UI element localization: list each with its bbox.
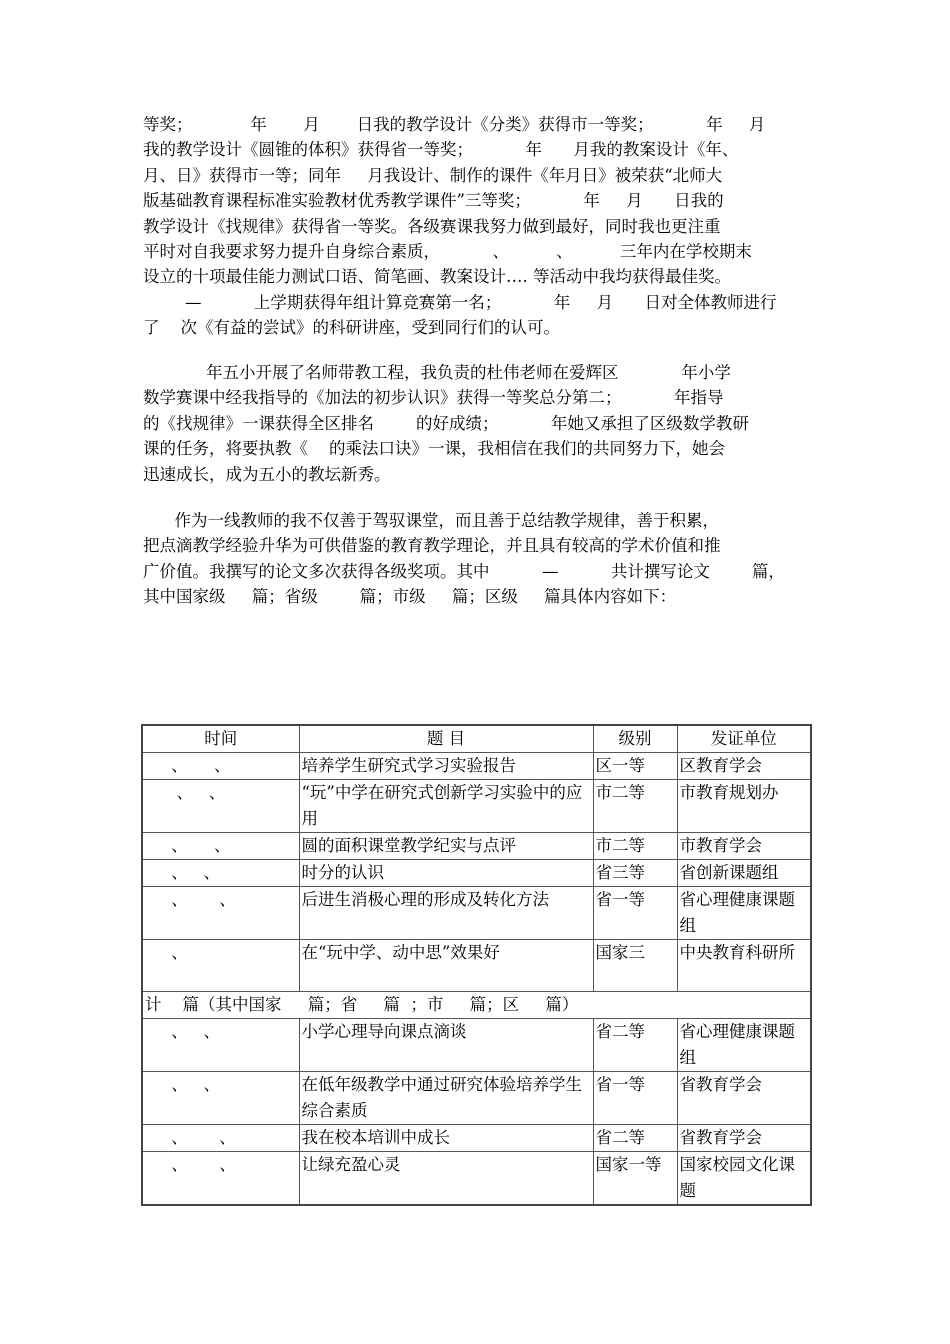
text-line: 等奖； 年 月 日我的教学设计《分类》获得市一等奖； 年 月 xyxy=(143,115,766,134)
title-cell: 在低年级教学中通过研究体验培养学生综合素质 xyxy=(299,1072,593,1125)
level-cell: 省二等 xyxy=(593,1019,677,1072)
time-cell: 、 、 xyxy=(142,860,299,887)
paragraph-mentoring xyxy=(143,360,813,487)
time-cell: 、 、 xyxy=(142,780,299,833)
header-title: 题 目 xyxy=(299,725,593,753)
title-cell: 让绿充盈心灵 xyxy=(299,1152,593,1206)
org-cell: 省教育学会 xyxy=(677,1125,811,1152)
text-line: 设立的十项最佳能力测试口语、简笔画、教案设计…. 等活动中我均获得最佳奖。 xyxy=(143,267,731,287)
paragraph-awards xyxy=(143,112,813,341)
title-cell: “玩”中学在研究式创新学习实验中的应用 xyxy=(299,780,593,833)
title-cell: 后进生消极心理的形成及转化方法 xyxy=(299,887,593,940)
level-cell: 省一等 xyxy=(593,1072,677,1125)
time-cell: 、 xyxy=(142,940,299,992)
org-cell: 省教育学会 xyxy=(677,1072,811,1125)
org-cell: 国家校园文化课题 xyxy=(677,1152,811,1206)
text-line: 版基础教育课程标准实验教材优秀教学课件”三等奖； 年 月 日我的 xyxy=(143,191,724,211)
level-cell: 市二等 xyxy=(593,780,677,833)
text-line: 了 次《有益的尝试》的科研讲座，受到同行们的认可。 xyxy=(143,318,560,338)
table-row xyxy=(142,860,811,887)
header-time: 时间 xyxy=(142,725,299,753)
table-header-row xyxy=(142,725,811,753)
text-line: 迅速成长，成为五小的教坛新秀。 xyxy=(143,464,391,484)
level-cell: 国家三 xyxy=(593,940,677,992)
org-cell: 市教育学会 xyxy=(677,833,811,860)
text-line: 月、日》获得市一等；同年 月我设计、制作的课件《年月日》被荣获“北师大 xyxy=(143,165,723,185)
text-line: 其中国家级 篇；省级 篇；市级 篇；区级 篇具体内容如下： xyxy=(143,587,677,607)
level-cell: 市二等 xyxy=(593,833,677,860)
org-cell: 区教育学会 xyxy=(677,753,811,780)
header-org: 发证单位 xyxy=(677,725,811,753)
text-line: — 上学期获得年组计算竞赛第一名； 年 月 日对全体教师进行 xyxy=(143,292,777,312)
title-cell: 小学心理导向课点滴谈 xyxy=(299,1019,593,1072)
text-line: 平时对自我要求努力提升自身综合素质， 、 、 三年内在学校期末 xyxy=(143,241,752,261)
table-row xyxy=(142,833,811,860)
table-row xyxy=(142,1125,811,1152)
table-row xyxy=(142,1072,811,1125)
table-row xyxy=(142,887,811,940)
title-cell: 时分的认识 xyxy=(299,860,593,887)
title-cell: 培养学生研究式学习实验报告 xyxy=(299,753,593,780)
time-cell: 、 、 xyxy=(142,1072,299,1125)
org-cell: 省心理健康课题组 xyxy=(677,887,811,940)
summary-row xyxy=(142,992,811,1019)
org-cell: 省心理健康课题组 xyxy=(677,1019,811,1072)
text-line: 广价值。我撰写的论文多次获得各级奖项。其中 — 共计撰写论文 篇， xyxy=(143,561,785,581)
level-cell: 省一等 xyxy=(593,887,677,940)
text-line: 数学赛课中经我指导的《加法的初步认识》获得一等奖总分第二； 年指导 xyxy=(143,388,724,408)
paragraph-papers xyxy=(143,508,813,610)
text-line: 我的教学设计《圆锥的体积》获得省一等奖； 年 月我的教案设计《年、 xyxy=(143,140,739,160)
text-line: 作为一线教师的我不仅善于驾驭课堂，而且善于总结教学规律，善于积累， xyxy=(143,511,719,530)
text-line: 年五小开展了名师带教工程，我负责的杜伟老师在爱辉区 年小学 xyxy=(143,363,731,382)
text-line: 教学设计《找规律》获得省一等奖。各级赛课我努力做到最好，同时我也更注重 xyxy=(143,216,721,236)
time-cell: 、 、 xyxy=(142,887,299,940)
table-row xyxy=(142,1152,811,1206)
time-cell: 、 、 xyxy=(142,833,299,860)
level-cell: 省三等 xyxy=(593,860,677,887)
title-cell: 在“玩中学、动中思”效果好 xyxy=(299,940,593,992)
title-cell: 圆的面积课堂教学纪实与点评 xyxy=(299,833,593,860)
summary-cell: 计 篇（其中国家 篇；省 篇 ；市 篇；区 篇） xyxy=(142,992,811,1019)
table-row xyxy=(142,780,811,833)
level-cell: 国家一等 xyxy=(593,1152,677,1206)
org-cell: 省创新课题组 xyxy=(677,860,811,887)
title-cell: 我在校本培训中成长 xyxy=(299,1125,593,1152)
level-cell: 区一等 xyxy=(593,753,677,780)
table-row xyxy=(142,940,811,992)
level-cell: 省二等 xyxy=(593,1125,677,1152)
time-cell: 、 、 xyxy=(142,1125,299,1152)
org-cell: 市教育规划办 xyxy=(677,780,811,833)
papers-table xyxy=(141,724,812,1206)
text-line: 课的任务，将要执教《 的乘法口诀》一课，我相信在我们的共同努力下，她会 xyxy=(143,439,725,459)
table-row xyxy=(142,1019,811,1072)
time-cell: 、 、 xyxy=(142,753,299,780)
text-line: 的《找规律》一课获得全区排名 的好成绩； 年她又承担了区级数学教研 xyxy=(143,413,749,433)
table-row xyxy=(142,753,811,780)
time-cell: 、 、 xyxy=(142,1152,299,1206)
org-cell: 中央教育科研所 xyxy=(677,940,811,992)
text-line: 把点滴教学经验升华为可供借鉴的教育教学理论，并且具有较高的学术价值和推 xyxy=(143,536,721,556)
header-level: 级别 xyxy=(593,725,677,753)
time-cell: 、 、 xyxy=(142,1019,299,1072)
